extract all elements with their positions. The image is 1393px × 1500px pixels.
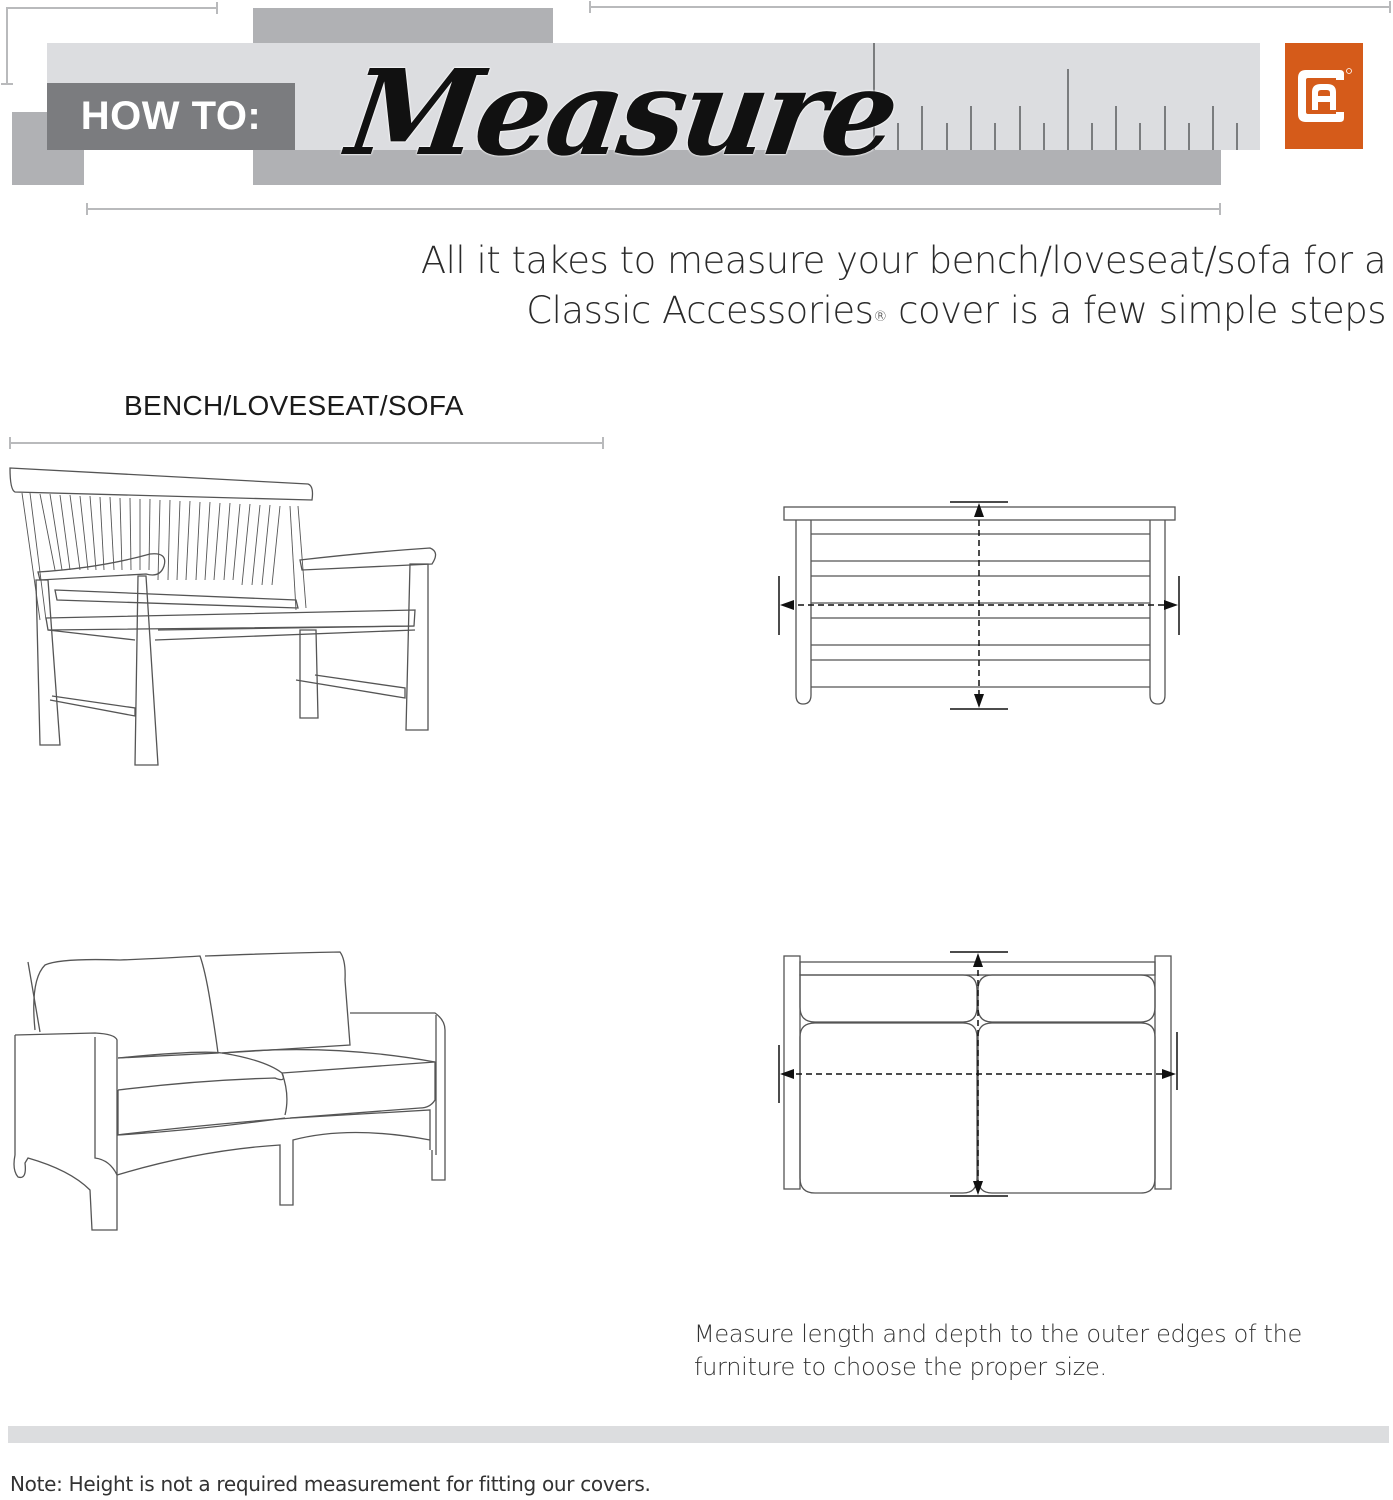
page-title: Measure — [340, 43, 904, 182]
brand-logo[interactable] — [1285, 43, 1363, 149]
intro-line-1: All it takes to measure your bench/loveseat/sofa for a — [420, 239, 1386, 282]
guide-line-top-right-end — [1389, 1, 1391, 13]
footer-note: Note: Height is not a required measurement for fitting our covers. — [10, 1472, 651, 1496]
intro-text — [386, 236, 1386, 336]
loveseat-topview-diagram-icon — [770, 940, 1190, 1210]
guide-line-left-tick — [1, 83, 13, 85]
footer-divider-bar — [8, 1426, 1389, 1443]
guide-line-bottom — [87, 208, 1220, 210]
ca-logo-icon — [1294, 66, 1354, 126]
guide-line-top-left — [7, 7, 217, 9]
intro-line-2: Classic Accessories® cover is a few simple steps — [526, 289, 1386, 332]
guide-line-bottom-tick-left — [86, 203, 88, 215]
section-divider-tick-right — [602, 437, 604, 449]
howto-label: HOW TO: — [47, 83, 295, 150]
loveseat-illustration-icon — [0, 940, 460, 1240]
guide-line-top-right — [590, 6, 1390, 8]
bench-topview-diagram-icon — [760, 480, 1200, 730]
guide-line-top-right-tick — [589, 1, 591, 13]
section-divider — [10, 442, 603, 444]
ruler-ticks-icon — [870, 43, 1260, 151]
guide-line-top-left-tick — [216, 2, 218, 14]
section-title: BENCH/LOVESEAT/SOFA — [124, 390, 464, 421]
guide-line-bottom-tick-right — [1219, 203, 1221, 215]
bench-illustration-icon — [0, 460, 450, 770]
guide-line-left-vertical — [6, 7, 8, 85]
section-divider-tick-left — [9, 437, 11, 449]
instruction-text: Measure length and depth to the outer edges of the furniture to choose the proper size. — [694, 1320, 1302, 1381]
